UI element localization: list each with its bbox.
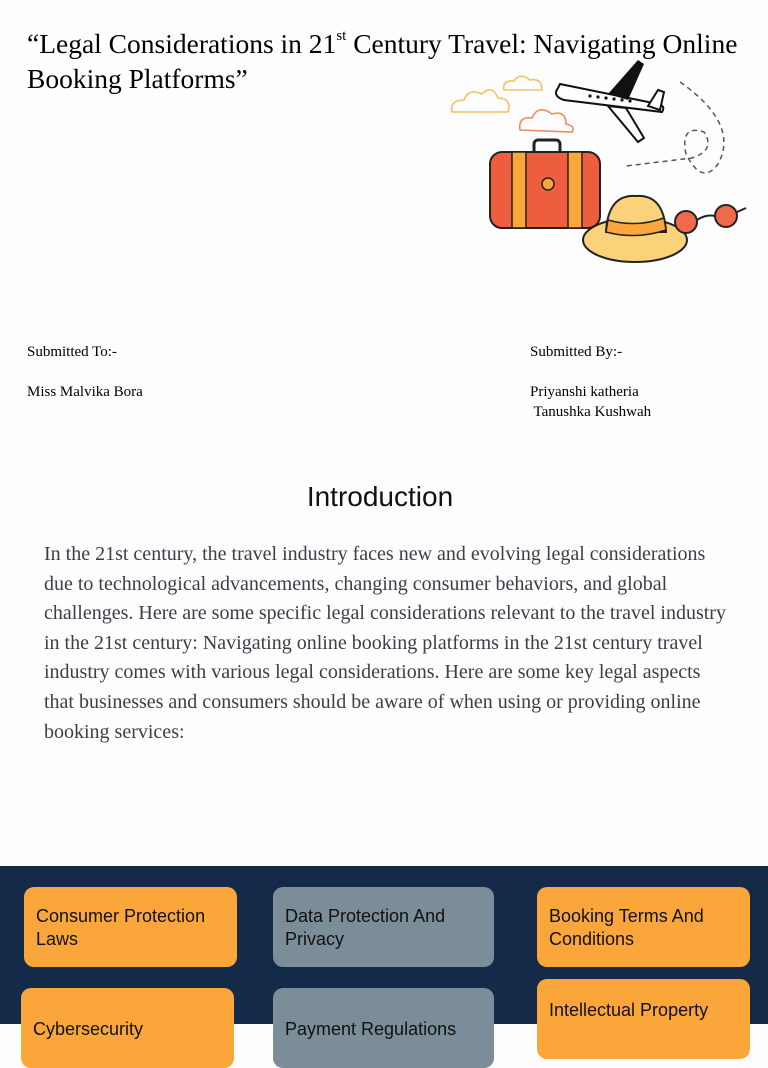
suitcase-icon xyxy=(490,140,600,228)
airplane-icon xyxy=(556,60,664,142)
title-part-2: Century Travel: Navigating Online Booking Platforms” xyxy=(27,28,738,95)
topic-card-consumer-protection xyxy=(24,887,237,967)
topic-label: Data Protection And Privacy xyxy=(285,906,446,949)
cloud-icon xyxy=(452,76,542,112)
topic-card-payment-regulations xyxy=(273,988,494,1068)
topic-card-booking-terms xyxy=(537,887,750,967)
submitted-by-label: Submitted By:- xyxy=(530,344,623,360)
introduction-heading: Introduction xyxy=(306,481,454,512)
submitted-to-name: Miss Malvika Bora xyxy=(27,384,143,400)
title-superscript: st xyxy=(336,28,347,44)
submitted-by-name: Priyanshi katheria xyxy=(530,384,639,400)
topic-label: Booking Terms And Conditions xyxy=(549,906,704,949)
title-part-1: “Legal Considerations in 21 xyxy=(27,28,337,60)
travel-illustration xyxy=(440,54,750,274)
topics-panel xyxy=(0,866,768,1039)
cloud-icon xyxy=(520,110,573,132)
topic-label: Intellectual Property xyxy=(549,1000,709,1020)
submitted-to-label: Submitted To:- xyxy=(27,344,117,360)
introduction-body: In the 21st century, the travel industry faces new and evolving legal considerations due to technological advancements, changing consumer behaviors, and global challenges. Here are some specific legal considerations relevant to the travel industry in the 21st century: Navigating online booking platforms in the 21st century travel industry comes with various legal considerations. Here are some key legal aspects that businesses and consumers should be aware of when using or providing online booking services: xyxy=(44,543,726,743)
topic-card-cybersecurity xyxy=(21,988,234,1068)
topic-card-data-protection xyxy=(273,887,494,967)
topic-label: Cybersecurity xyxy=(33,1019,144,1039)
dashed-flight-path xyxy=(626,82,724,173)
topic-label: Payment Regulations xyxy=(285,1019,457,1039)
submitted-by-name: Tanushka Kushwah xyxy=(530,404,652,420)
topic-label: Consumer Protection Laws xyxy=(36,906,206,949)
sunglasses-icon xyxy=(675,205,746,233)
topic-card-intellectual-property xyxy=(537,979,750,1059)
